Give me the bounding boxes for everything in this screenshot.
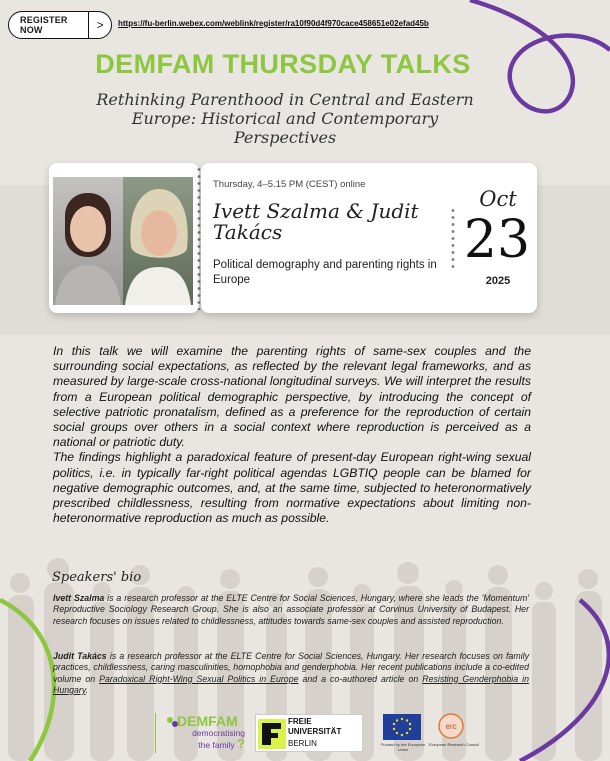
- eu-flag-logo: [383, 714, 421, 740]
- event-year: 2025: [485, 275, 511, 287]
- event-time: Thursday, 4–5.15 PM (CEST) online: [213, 179, 366, 190]
- bio-judit-takacs: [53, 651, 529, 696]
- demfam-question-mark: ?: [237, 735, 245, 751]
- erc-caption: European Research Council: [428, 742, 480, 747]
- fu-berlin-mark-icon: [258, 719, 286, 749]
- fu-line-1: FREIE: [288, 717, 312, 726]
- register-now-button[interactable]: [8, 11, 112, 39]
- abstract-paragraph-2: The findings highlight a paradoxical feature of present-day European right-wing sexual politics, i.e. in typically far-right political agendas LGBTIQ people can be blamed for negative demographic outcomes, and, at the same time, subjected to heteronormatively prescribed childlessness, resulting from normative expectations about limiting non-heteronormative reproduction as much as possible.: [53, 450, 531, 526]
- erc-logo-icon: [438, 713, 464, 739]
- eu-stars-icon: [383, 714, 421, 740]
- date-divider-dots: [451, 207, 455, 269]
- bio-2-end: .: [85, 684, 89, 695]
- erc-label: erc: [445, 722, 457, 731]
- fu-line-2: UNIVERSITÄT: [288, 727, 342, 736]
- bio-1-name: Ivett Szalma: [53, 593, 105, 603]
- demfam-wordmark: DEMFAM: [177, 713, 238, 729]
- event-day: 23: [463, 210, 531, 270]
- event-details-card: [201, 163, 537, 313]
- eu-funding-caption: Funded by the European Union: [380, 742, 426, 752]
- demfam-tagline: [169, 729, 245, 750]
- fu-line-3: BERLIN: [288, 739, 317, 748]
- portrait-illustration-1: [53, 177, 123, 305]
- talk-title: Political demography and parenting rights in Europe: [213, 259, 437, 286]
- footer-divider: [155, 713, 156, 753]
- speaker-photo-ivett-szalma: [53, 177, 123, 305]
- speaker-names: Ivett Szalma & Judit Takács: [213, 199, 419, 244]
- publication-link-genderphobia[interactable]: Resisting Genderphobia in Hungary: [53, 673, 529, 695]
- page-title: DEMFAM THURSDAY TALKS: [95, 49, 471, 79]
- registration-link[interactable]: https://fu-berlin.webex.com/weblink/register/ra10f90d4f970cace458651e02efad45b: [118, 19, 429, 28]
- publication-link-paradoxical[interactable]: Paradoxical Right-Wing Sexual Politics in Europe: [99, 673, 299, 684]
- bio-1-text: is a research professor at the ELTE Centre for Social Sciences, Hungary, where she leads the 'Momentum' Reproductive Sociology Research Group. She is also an associate professor at Corvinus University of Budapest. Her research focuses on issues related to childlessness, attitudes towards same-sex couples and assisted reproduction.: [53, 593, 529, 626]
- demfam-tagline-1: democratising: [192, 728, 245, 738]
- bio-ivett-szalma: [53, 593, 529, 627]
- register-now-label: REGISTER NOW: [20, 15, 68, 35]
- fu-berlin-text: [288, 717, 341, 737]
- talk-abstract: [53, 344, 531, 526]
- speaker-photo-judit-takacs: [123, 177, 193, 305]
- demfam-logo: [165, 713, 247, 751]
- demfam-tagline-2: the family: [198, 739, 235, 750]
- series-subtitle: Rethinking Parenthood in Central and Eastern Europe: Historical and Contemporary Perspectives: [96, 90, 474, 147]
- bio-2-mid: and a co-authored article on: [298, 673, 423, 684]
- portrait-illustration-2: [123, 177, 193, 305]
- fu-berlin-logo: [255, 714, 363, 752]
- event-month: Oct: [479, 187, 517, 211]
- speaker-photos-card: [49, 163, 199, 313]
- bio-2-text: is a research professor at the ELTE Centre for Social Sciences, Hungary. Her research focuses on family practices, childlessness, caring masculinities, homophobia and genderphobia. Her recent publications include a co-edited volume on: [53, 651, 529, 684]
- chevron-right-icon: >: [96, 18, 104, 32]
- bio-heading: Speakers' bio: [52, 570, 142, 585]
- abstract-paragraph-1: In this talk we will examine the parenting rights of same-sex couples and the surrounding social expectations, as reflected by the relevant legal frameworks, and as measured by large-scale cross-national longitudinal surveys. We will interpret the results from a European political demographic perspective, by introducing the concept of selective patriotic pronatalism, defined as a preference for the reproduction of certain social groups over others in a social context where reproduction is perceived as a national or patriotic duty.: [53, 344, 531, 450]
- bio-2-name: Judit Takács: [53, 651, 107, 661]
